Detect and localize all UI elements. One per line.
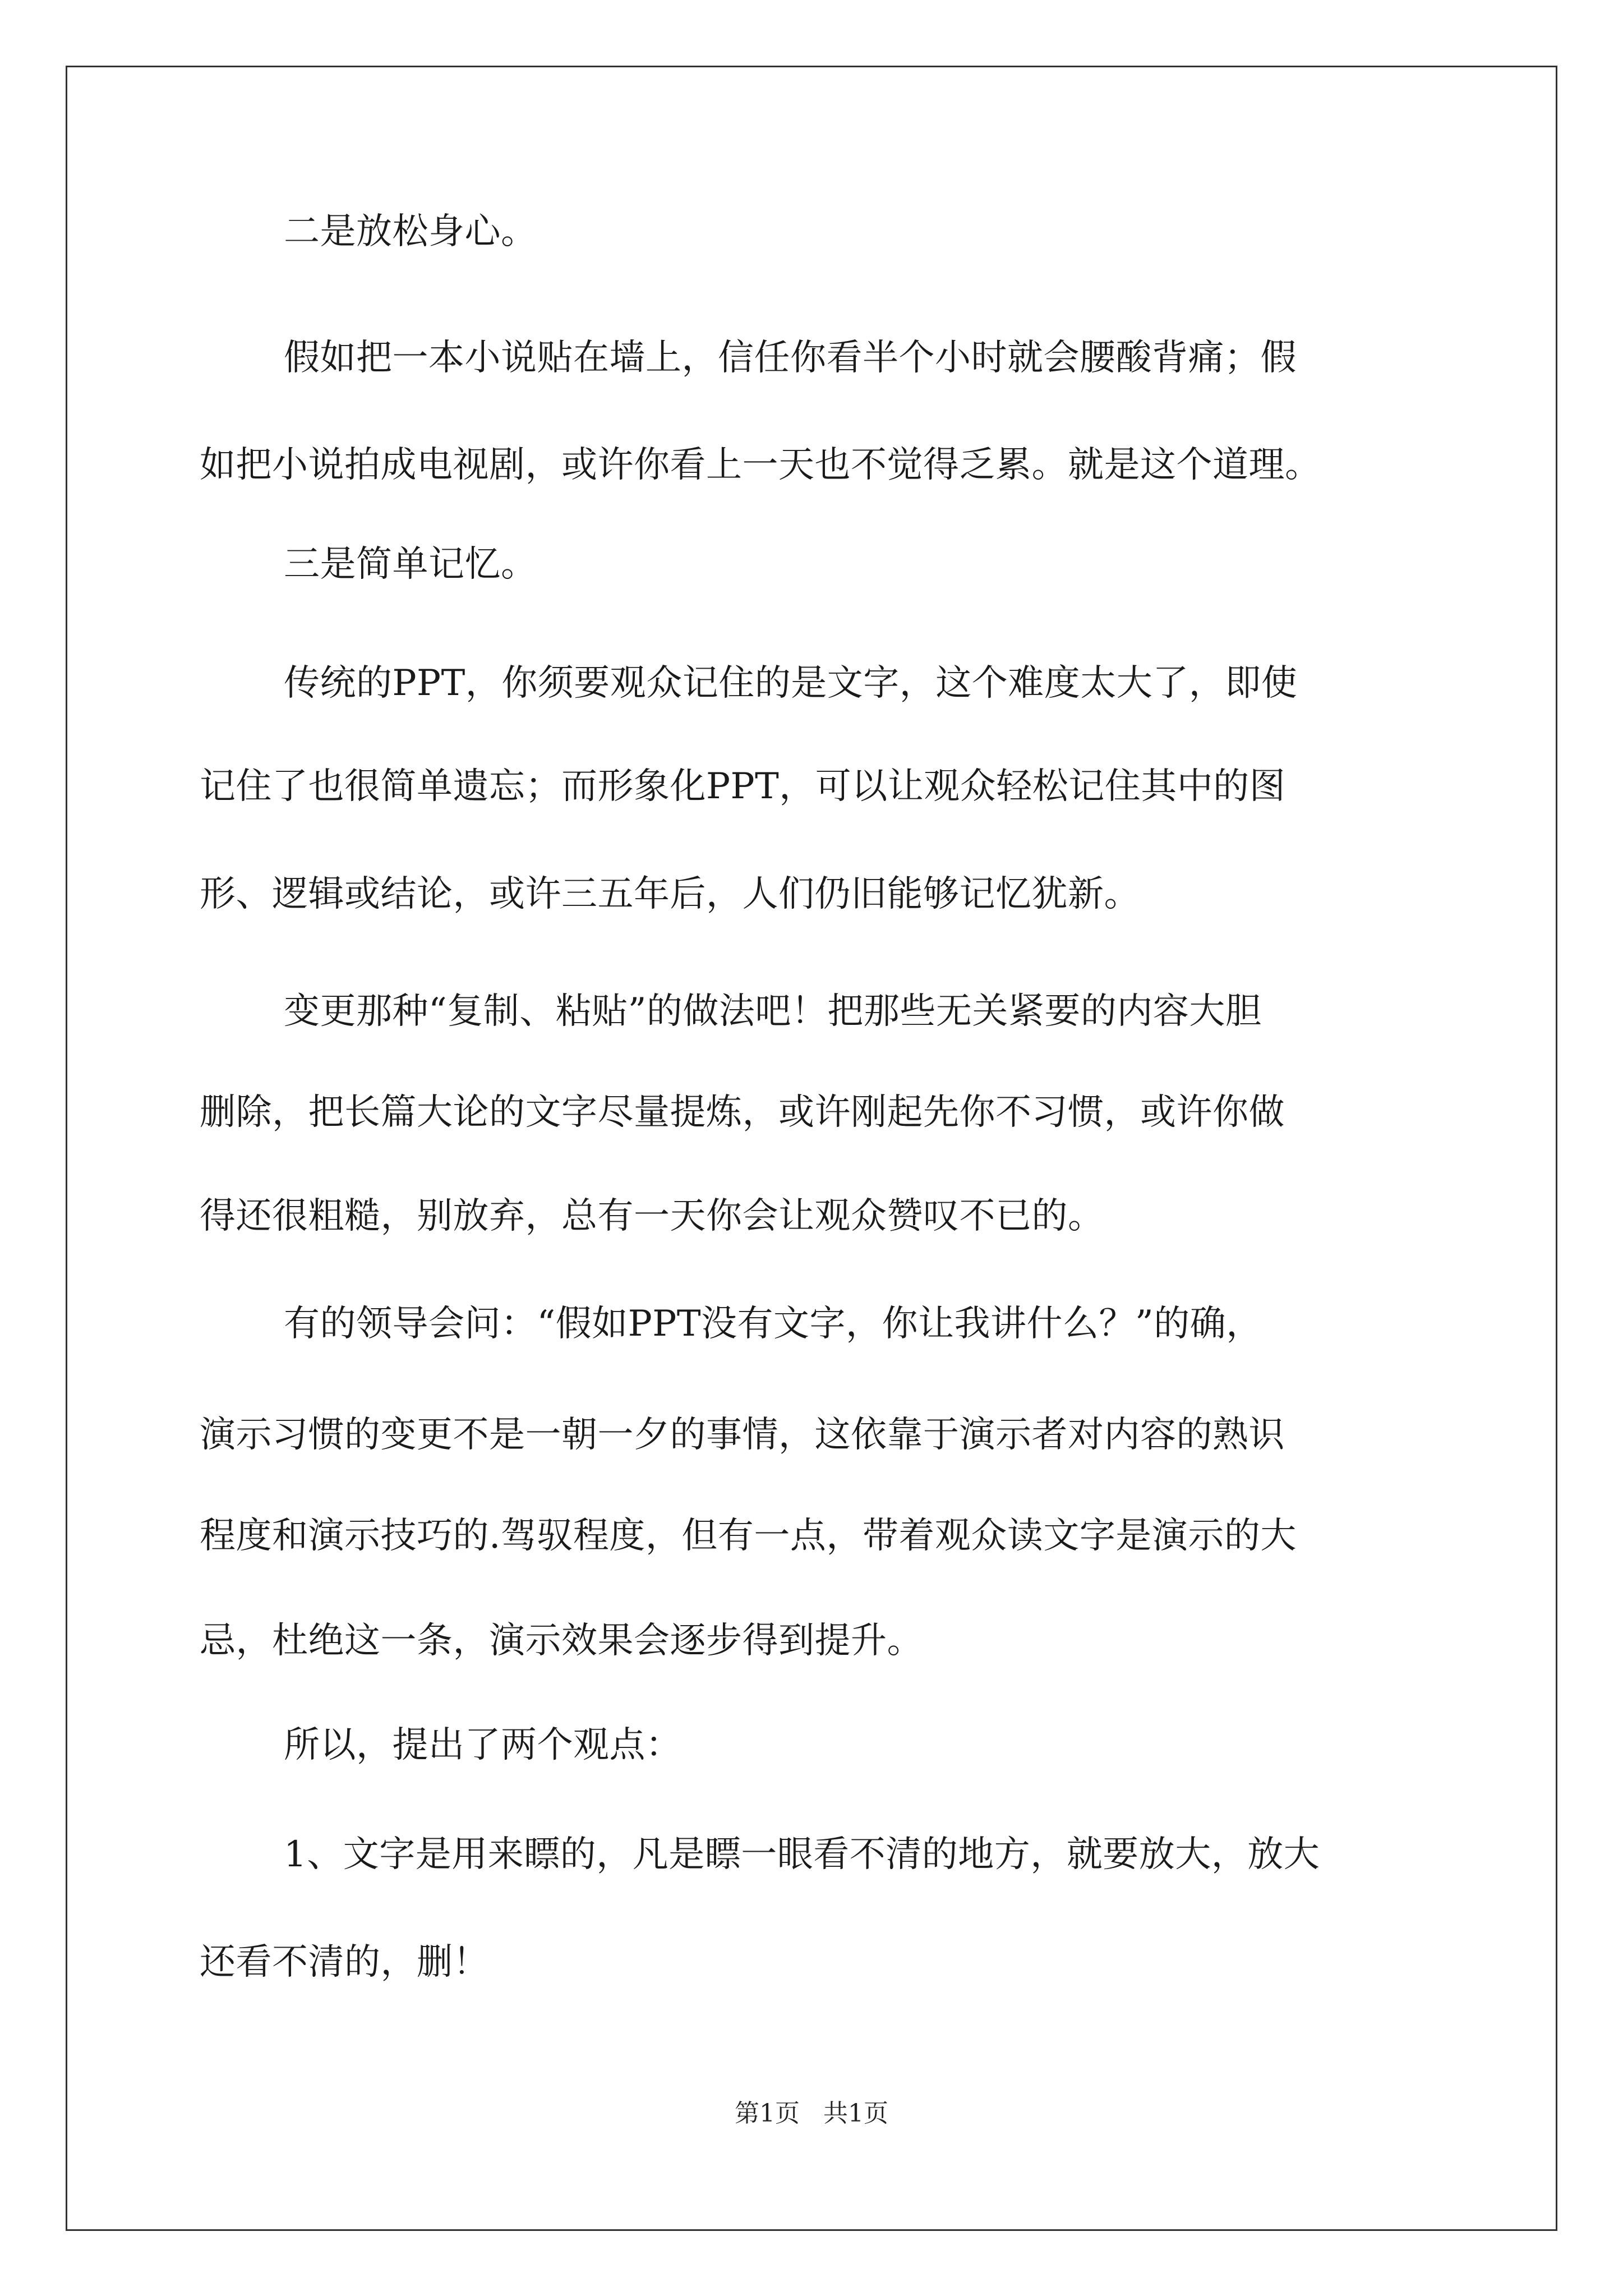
paragraph-heading-3: 三是简单记忆。 xyxy=(284,544,537,585)
paragraph-line: 传统的PPT，你须要观众记住的是文字，这个难度太大了，即使 xyxy=(284,662,1298,704)
paragraph-heading-2: 二是放松身心。 xyxy=(284,211,537,252)
paragraph-line: 假如把一本小说贴在墙上，信任你看半个小时就会腰酸背痛；假 xyxy=(284,337,1297,379)
paragraph-line: 形、逻辑或结论，或许三五年后，人们仍旧能够记忆犹新。 xyxy=(200,873,1140,915)
paragraph-line: 变更那种“复制、粘贴”的做法吧！把那些无关紧要的内容大胆 xyxy=(284,991,1262,1032)
paragraph-line: 所以，提出了两个观点： xyxy=(284,1724,682,1766)
paragraph-line: 得还很粗糙，别放弃，总有一天你会让观众赞叹不已的。 xyxy=(200,1195,1104,1237)
paragraph-line: 1、文字是用来瞟的，凡是瞟一眼看不清的地方，就要放大，放大 xyxy=(284,1834,1320,1875)
page-border xyxy=(66,66,1557,2231)
paragraph-line: 演示习惯的变更不是一朝一夕的事情，这依靠于演示者对内容的熟识 xyxy=(200,1414,1285,1456)
paragraph-line: 有的领导会问：“假如PPT没有文字，你让我讲什么？”的确， xyxy=(284,1303,1262,1345)
paragraph-line: 程度和演示技巧的.驾驭程度，但有一点，带着观众读文字是演示的大 xyxy=(200,1515,1297,1557)
paragraph-line: 如把小说拍成电视剧，或许你看上一天也不觉得乏累。就是这个道理。 xyxy=(200,444,1321,486)
paragraph-line: 还看不清的，删！ xyxy=(200,1941,489,1983)
paragraph-line: 记住了也很简单遗忘；而形象化PPT，可以让观众轻松记住其中的图 xyxy=(200,766,1286,807)
paragraph-line: 忌，杜绝这一条，演示效果会逐步得到提升。 xyxy=(200,1620,923,1662)
page-number-footer: 第1页 共1页 xyxy=(735,2099,888,2128)
paragraph-line: 删除，把长篇大论的文字尽量提炼，或许刚起先你不习惯，或许你做 xyxy=(200,1092,1285,1133)
